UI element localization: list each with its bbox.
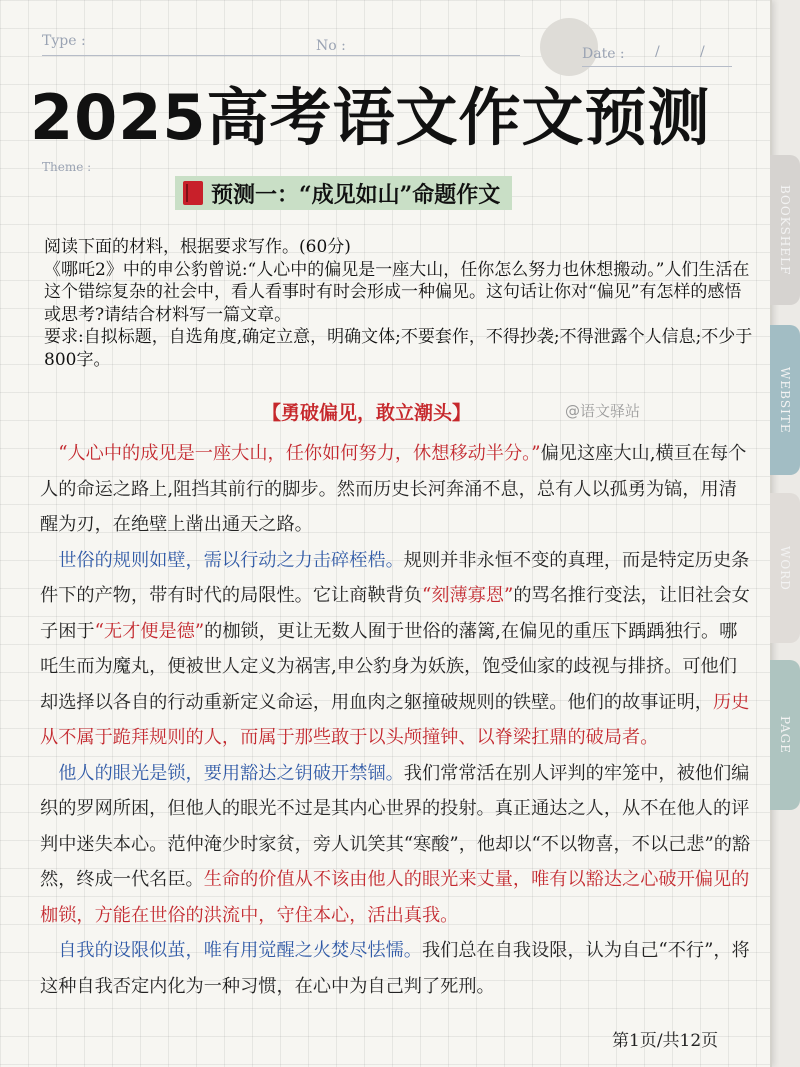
date-slash: / — [655, 44, 660, 60]
tab-label: WORD — [778, 545, 792, 591]
tab-label: WEBSITE — [778, 366, 792, 434]
essay-paragraph — [40, 933, 755, 1004]
essay-paragraph — [40, 543, 755, 756]
header-rule — [42, 55, 520, 56]
essay-body — [40, 436, 755, 1004]
highlight-red: “无才便是德” — [94, 620, 205, 642]
date-label: Date : — [582, 46, 625, 62]
page-title: 2025高考语文作文预测 — [30, 81, 711, 154]
prompt-requirements: 要求:自拟标题，自选角度,确定立意，明确文体;不要套作，不得抄袭;不得泄露个人信息;不少于800字。 — [44, 327, 753, 370]
red-book-icon — [183, 181, 203, 205]
topic-sentence: 世俗的规则如壁，需以行动之力击碎桎梏。 — [58, 549, 404, 571]
tab-website[interactable] — [770, 325, 800, 475]
type-label: Type : — [42, 33, 86, 49]
prompt-block — [44, 236, 756, 371]
body-text: 的骂名推行变法，让旧社会女子困于 — [40, 585, 750, 642]
tab-bookshelf[interactable] — [770, 155, 800, 305]
tab-label: BOOKSHELF — [778, 184, 792, 276]
body-text: 偏见这座大山,横亘在每个人的命运之路上,阻挡其前行的脚步。然而历史长河奔涌不息，总有人以孤勇为镐，用清醒为刃，在绝壁上凿出通天之路。 — [40, 443, 747, 535]
prompt-instruction: 阅读下面的材料，根据要求写作。(60分) — [44, 237, 351, 257]
no-label: No : — [316, 38, 346, 54]
essay-title: 【勇破偏见，敢立潮头】 — [262, 402, 472, 424]
topic-sentence: 他人的眼光是锁，要用豁达之钥破开禁锢。 — [58, 762, 404, 784]
page-number: 第1页/共12页 — [612, 1031, 719, 1051]
quote-red: “人心中的成见是一座大山，任你如何努力，休想移动半分。” — [58, 443, 541, 464]
tab-page[interactable] — [770, 660, 800, 810]
highlight-red: 生命的价值从不该由他人的眼光来丈量，唯有以豁达之心破开偏见的枷锁，方能在世俗的洪流中，守住本心，活出真我。 — [40, 869, 750, 926]
body-text: 我们总在自我设限，认为自己“不行”，将这种自我否定内化为一种习惯，在心中为自己判了死刑。 — [40, 940, 750, 997]
body-text: 规则并非永恒不变的真理，而是特定历史条件下的产物，带有时代的局限性。它让商鞅背负 — [40, 549, 750, 606]
body-text: 我们常常活在别人评判的牢笼中，被他们编织的罗网所困，但他人的眼光不过是其内心世界的投射。真正通达之人，从不在他人的评判中迷失本心。范仲淹少时家贫，旁人讥笑其“寒酸”，他却以“不以物喜，不以己悲”的豁然，终成一代名臣。 — [40, 762, 751, 890]
tab-label: PAGE — [778, 716, 792, 754]
date-slash: / — [700, 44, 705, 60]
essay-paragraph — [40, 756, 755, 934]
essay-paragraph — [40, 436, 755, 543]
body-text: 的枷锁，更让无数人囿于世俗的藩篱,在偏见的重压下踽踽独行。哪吒生而为魔丸，便被世人定义为祸害,申公豹身为妖族，饱受仙家的歧视与排挤。可他们却选择以各自的行动重新定义命运，用血肉之躯撞破规则的铁壁。他们的故事证明， — [40, 620, 738, 713]
tab-word[interactable] — [770, 493, 800, 643]
prompt-material: 《哪吒2》中的申公豹曾说:“人心中的偏见是一座大山，任你怎么努力也休想搬动。”人们生活在这个错综复杂的社会中，看人看事时有时会形成一种偏见。这句话让你对“偏见”有怎样的感悟或思考?请结合材料写一篇文章。 — [44, 259, 750, 325]
subtitle: 预测一：“成见如山”命题作文 — [211, 181, 501, 208]
highlight-red: 历史从不属于跪拜规则的人，而属于那些敢于以头颅撞钟、以脊梁扛鼎的破局者。 — [40, 691, 750, 748]
highlight-red: “刻薄寡恩” — [421, 585, 514, 606]
theme-label: Theme : — [42, 160, 92, 174]
watermark: @语文驿站 — [565, 402, 641, 420]
subtitle-highlight — [175, 176, 512, 210]
topic-sentence: 自我的设限似茧，唯有用觉醒之火焚尽怯懦。 — [58, 940, 422, 961]
date-rule — [582, 66, 732, 67]
